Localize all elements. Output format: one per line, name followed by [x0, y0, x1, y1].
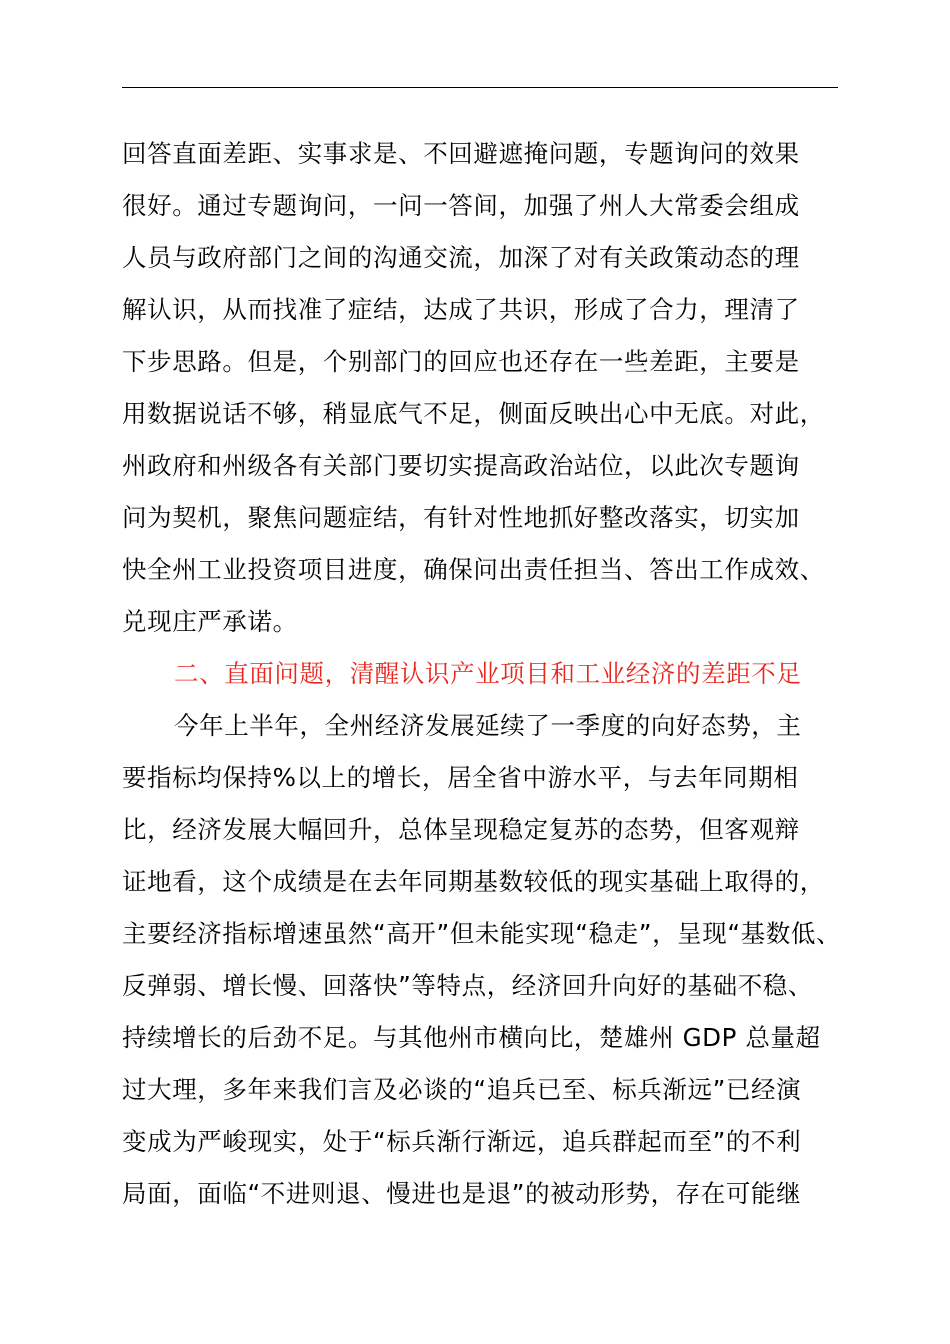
paragraph-1 [122, 128, 852, 648]
text-line: 解认识，从而找准了症结，达成了共识，形成了合力，理清了 [122, 295, 800, 324]
text-line: 证地看，这个成绩是在去年同期基数较低的现实基础上取得的， [122, 867, 825, 896]
text-line: 快全州工业投资项目进度，确保问出责任担当、答出工作成效、 [122, 555, 825, 584]
text-line: 州政府和州级各有关部门要切实提高政治站位，以此次专题询 [122, 451, 800, 480]
text-line: 过大理，多年来我们言及必谈的“追兵已至、标兵渐远”已经演 [122, 1075, 802, 1104]
text-line: 主要经济指标增速虽然“高开”但未能实现“稳走”，呈现“基数低、 [122, 919, 842, 948]
text-line: 局面，面临“不进则退、慢进也是退”的被动形势，存在可能继 [122, 1179, 802, 1208]
text-line: 下步思路。但是，个别部门的回应也还存在一些差距，主要是 [122, 347, 800, 376]
text-line: 兑现庄严承诺。 [122, 607, 298, 636]
paragraph-2 [122, 700, 852, 1220]
text-line: 回答直面差距、实事求是、不回避遮掩问题，专题询问的效果 [122, 139, 800, 168]
text-line: 变成为严峻现实，处于“标兵渐行渐远，追兵群起而至”的不利 [122, 1127, 802, 1156]
text-line: 比，经济发展大幅回升，总体呈现稳定复苏的态势，但客观辩 [122, 815, 800, 844]
text-line: 人员与政府部门之间的沟通交流，加深了对有关政策动态的理 [122, 243, 800, 272]
header-rule [122, 87, 838, 88]
document-body [122, 128, 852, 1220]
text-line: 今年上半年，全州经济发展延续了一季度的向好态势，主 [174, 711, 802, 740]
text-line: 很好。通过专题询问，一问一答间，加强了州人大常委会组成 [122, 191, 800, 220]
text-line: 要指标均保持%以上的增长，居全省中游水平，与去年同期相 [122, 763, 799, 792]
section-heading: 二、直面问题，清醒认识产业项目和工业经济的差距不足 [174, 659, 802, 688]
text-line: 反弹弱、增长慢、回落快”等特点，经济回升向好的基础不稳、 [122, 971, 813, 1000]
text-line: 持续增长的后劲不足。与其他州市横向比，楚雄州 GDP 总量超 [122, 1023, 821, 1052]
text-line: 用数据说话不够，稍显底气不足，侧面反映出心中无底。对此， [122, 399, 825, 428]
text-line: 问为契机，聚焦问题症结，有针对性地抓好整改落实，切实加 [122, 503, 800, 532]
